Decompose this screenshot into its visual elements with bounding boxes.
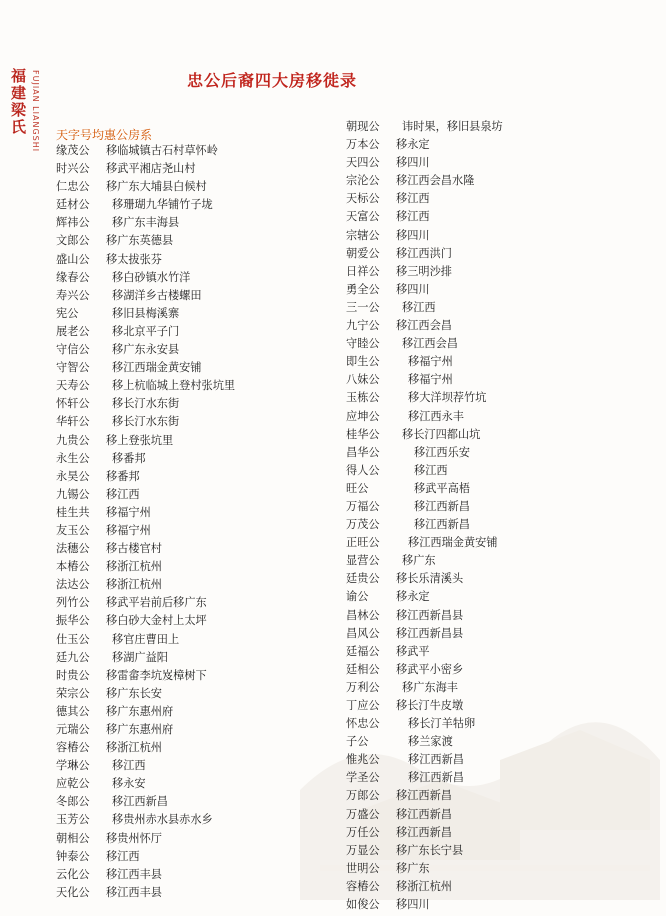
- ancestor-name: 怀忠公: [346, 717, 380, 731]
- migration-entry: [346, 607, 503, 625]
- ancestor-name: 学圣公: [346, 771, 380, 785]
- migration-destination: 移长汀四都山坑: [402, 427, 481, 441]
- migration-entry: [346, 625, 503, 643]
- migration-entry: [56, 793, 235, 811]
- migration-destination: 移浙江杭州: [106, 741, 162, 755]
- ancestor-name: 朝现公: [346, 120, 380, 133]
- ancestor-name: 友玉公: [56, 523, 90, 537]
- migration-entry: [346, 480, 503, 498]
- migration-entry: [346, 462, 503, 480]
- migration-destination: 移番邦: [112, 451, 146, 465]
- migration-entry: [346, 172, 503, 190]
- ancestor-name: 廷福公: [346, 644, 380, 658]
- ancestor-name: 三一公: [346, 300, 380, 314]
- migration-entry: [346, 570, 503, 588]
- migration-entry: [56, 323, 235, 341]
- migration-entry: [56, 413, 235, 431]
- migration-entry: [346, 281, 503, 299]
- migration-destination: 移北京平子门: [112, 324, 180, 338]
- ancestor-name: 八妹公: [346, 373, 380, 387]
- migration-entry: [346, 444, 503, 462]
- migration-destination: 移江西新昌: [414, 499, 470, 513]
- migration-destination: 移福宁州: [106, 523, 151, 537]
- migration-destination: 移广东长安: [106, 686, 162, 700]
- migration-entry: [56, 866, 235, 884]
- ancestor-name: 子公: [346, 735, 369, 749]
- ancestor-name: 宗辖公: [346, 228, 380, 242]
- ancestor-name: 荣宗公: [56, 686, 90, 700]
- migration-destination: 移四川: [396, 156, 430, 170]
- migration-entry: [56, 540, 235, 558]
- ancestor-name: 天富公: [346, 210, 380, 224]
- migration-destination: 移江西新昌: [414, 518, 470, 532]
- migration-destination: 移江西: [396, 210, 430, 224]
- migration-destination: 移四川: [396, 282, 430, 296]
- ancestor-name: 朝爱公: [346, 246, 380, 260]
- migration-destination: 移江西会昌水隆: [396, 174, 475, 188]
- migration-destination: 移江西新昌县: [396, 626, 464, 640]
- ancestor-name: 朝相公: [56, 831, 90, 845]
- migration-entry: [346, 552, 503, 570]
- migration-destination: 移广东长宁县: [396, 843, 464, 857]
- migration-destination: 移四川: [396, 228, 430, 242]
- ancestor-name: 天化公: [56, 885, 90, 899]
- ancestor-name: 廷材公: [56, 198, 90, 212]
- ancestor-name: 缘茂公: [56, 144, 90, 157]
- migration-destination: 移江西瑞金黄安铺: [112, 361, 202, 375]
- migration-destination: 移广东海丰: [402, 680, 458, 694]
- migration-destination: 移福宁州: [408, 355, 453, 369]
- migration-entry: [346, 769, 503, 787]
- migration-entry: [56, 685, 235, 703]
- migration-entry: [346, 317, 503, 335]
- migration-destination: 移永定: [396, 138, 430, 152]
- ancestor-name: 丁应公: [346, 699, 380, 712]
- migration-entry: [56, 251, 235, 269]
- right-column-list: [346, 118, 503, 914]
- ancestor-name: 守智公: [56, 361, 90, 375]
- ancestor-name: 昌林公: [346, 608, 380, 622]
- ancestor-name: 得人公: [346, 463, 380, 477]
- migration-destination: 移珊瑚九华铺竹子垅: [112, 198, 213, 212]
- ancestor-name: 万本公: [346, 138, 380, 152]
- ancestor-name: 永生公: [56, 451, 90, 465]
- migration-destination: 移江西: [414, 463, 448, 477]
- migration-entry: [56, 757, 235, 775]
- migration-destination: 移江西新昌: [396, 825, 452, 839]
- migration-destination: 讳时果，移旧县泉坊: [402, 120, 503, 133]
- ancestor-name: 九锡公: [56, 487, 90, 501]
- migration-entry: [346, 534, 503, 552]
- migration-destination: 移广东丰海县: [112, 216, 180, 230]
- ancestor-name: 桂生共: [56, 505, 90, 519]
- migration-entry: [56, 142, 235, 160]
- migration-entry: [56, 432, 235, 450]
- migration-entry: [346, 588, 503, 606]
- migration-entry: [346, 516, 503, 534]
- migration-destination: 移浙江杭州: [106, 560, 162, 574]
- migration-destination: 移湖洋乡古楼螺田: [112, 288, 202, 302]
- ancestor-name: 时兴公: [56, 162, 90, 176]
- migration-destination: 移大洋坝荐竹坑: [408, 391, 487, 405]
- migration-destination: 移白砂大金村上太坪: [106, 614, 207, 628]
- ancestor-name: 万任公: [346, 825, 380, 839]
- ancestor-name: 怀轩公: [56, 397, 90, 411]
- ancestor-name: 振华公: [56, 614, 90, 628]
- ancestor-name: 万福公: [346, 499, 380, 513]
- ancestor-name: 展老公: [56, 324, 90, 338]
- migration-destination: 移福宁州: [408, 373, 453, 387]
- ancestor-name: 应坤公: [346, 409, 380, 423]
- migration-destination: 移武平岩前后移广东: [106, 596, 207, 610]
- migration-entry: [346, 299, 503, 317]
- ancestor-name: 法穗公: [56, 542, 90, 556]
- migration-destination: 移江西洪门: [396, 246, 452, 260]
- migration-destination: 移江西新昌县: [396, 608, 464, 622]
- migration-destination: 移广东惠州府: [106, 704, 174, 718]
- migration-entry: [56, 775, 235, 793]
- ancestor-name: 辉祎公: [56, 216, 90, 230]
- migration-entry: [346, 227, 503, 245]
- ancestor-name: 如俊公: [346, 898, 380, 912]
- section-heading: 天字号均惠公房系: [56, 128, 153, 142]
- migration-destination: 移上登张坑里: [106, 433, 174, 447]
- ancestor-name: 谕公: [346, 590, 369, 604]
- migration-destination: 移广东惠州府: [106, 723, 174, 736]
- migration-destination: 移永安: [112, 777, 146, 791]
- migration-destination: 移太拔张芬: [106, 252, 162, 266]
- migration-destination: 移贵州怀厅: [106, 831, 162, 845]
- migration-destination: 移江西: [106, 487, 140, 501]
- migration-destination: 移江西瑞金黄安铺: [408, 536, 498, 550]
- migration-destination: 移江西永丰: [408, 409, 464, 423]
- ancestor-name: 万显公: [346, 843, 380, 857]
- migration-destination: 移贵州赤水县赤水乡: [112, 813, 213, 827]
- ancestor-name: 宪公: [56, 306, 79, 320]
- migration-destination: 移雷畲李坑岌樟树下: [106, 668, 207, 682]
- migration-entry: [346, 661, 503, 679]
- migration-entry: [56, 649, 235, 667]
- ancestor-name: 即生公: [346, 355, 380, 369]
- ancestor-name: 德其公: [56, 704, 90, 718]
- migration-destination: 移三明沙排: [396, 264, 452, 278]
- ancestor-name: 廷相公: [346, 662, 380, 676]
- left-column-list: [56, 142, 235, 902]
- migration-destination: 移江西会昌: [396, 319, 452, 333]
- migration-destination: 移官庄曹田上: [112, 632, 180, 646]
- migration-entry: [56, 160, 235, 178]
- migration-entry: [346, 824, 503, 842]
- migration-entry: [346, 190, 503, 208]
- migration-entry: [346, 118, 503, 136]
- migration-destination: 移江西会昌: [402, 337, 458, 351]
- ancestor-name: 仁忠公: [56, 180, 90, 194]
- migration-entry: [346, 643, 503, 661]
- migration-destination: 移江西: [396, 192, 430, 206]
- migration-entry: [56, 395, 235, 413]
- migration-destination: 移江西丰县: [106, 867, 162, 881]
- ancestor-name: 显营公: [346, 554, 380, 568]
- migration-entry: [346, 679, 503, 697]
- ancestor-name: 永昊公: [56, 469, 90, 483]
- migration-destination: 移长汀羊牯卵: [408, 717, 476, 731]
- ancestor-name: 勇全公: [346, 282, 380, 296]
- ancestor-name: 文郎公: [56, 234, 90, 248]
- ancestor-name: 九贵公: [56, 433, 90, 447]
- migration-destination: 移江西新昌: [396, 789, 452, 803]
- brand-logo-chinese: 福建梁氏: [9, 68, 27, 136]
- ancestor-name: 学琳公: [56, 759, 90, 773]
- migration-entry: [56, 721, 235, 739]
- migration-entry: [346, 136, 503, 154]
- migration-destination: 移武平高梧: [414, 481, 470, 495]
- ancestor-name: 九宁公: [346, 319, 380, 333]
- ancestor-name: 容椿公: [56, 741, 90, 755]
- ancestor-name: 时贵公: [56, 668, 90, 682]
- ancestor-name: 玉芳公: [56, 813, 90, 827]
- ancestor-name: 桂华公: [346, 427, 380, 441]
- ancestor-name: 万盛公: [346, 807, 380, 821]
- ancestor-name: 日祥公: [346, 264, 380, 278]
- ancestor-name: 华轩公: [56, 415, 90, 429]
- migration-entry: [346, 697, 503, 715]
- migration-entry: [56, 178, 235, 196]
- ancestor-name: 天标公: [346, 192, 380, 206]
- migration-entry: [346, 787, 503, 805]
- migration-entry: [346, 245, 503, 263]
- migration-destination: 移白砂镇水竹洋: [112, 270, 191, 284]
- migration-entry: [56, 486, 235, 504]
- migration-entry: [346, 896, 503, 914]
- migration-destination: 移浙江杭州: [396, 879, 452, 893]
- ancestor-name: 冬郎公: [56, 795, 90, 809]
- migration-destination: 移长汀水东街: [112, 397, 180, 411]
- migration-entry: [346, 878, 503, 896]
- migration-destination: 移上杭临城上登村张坑里: [112, 379, 236, 393]
- migration-entry: [346, 389, 503, 407]
- migration-entry: [56, 269, 235, 287]
- migration-entry: [346, 263, 503, 281]
- migration-entry: [56, 522, 235, 540]
- migration-entry: [346, 335, 503, 353]
- migration-destination: 移古楼官村: [106, 542, 162, 556]
- migration-entry: [56, 214, 235, 232]
- ancestor-name: 天寿公: [56, 379, 90, 393]
- migration-entry: [56, 848, 235, 866]
- migration-destination: 移番邦: [106, 469, 140, 483]
- ancestor-name: 钟泰公: [56, 849, 90, 863]
- ancestor-name: 万利公: [346, 680, 380, 694]
- ancestor-name: 廷贵公: [346, 572, 380, 586]
- migration-entry: [56, 667, 235, 685]
- ancestor-name: 本椿公: [56, 560, 90, 574]
- ancestor-name: 寿兴公: [56, 288, 90, 302]
- migration-entry: [56, 612, 235, 630]
- migration-entry: [346, 751, 503, 769]
- ancestor-name: 列竹公: [56, 596, 90, 610]
- ancestor-name: 万茂公: [346, 518, 380, 532]
- ancestor-name: 惟兆公: [346, 753, 380, 767]
- brand-logo-english: FUJIAN LIANGSHI: [31, 70, 40, 153]
- ancestor-name: 容椿公: [346, 879, 380, 893]
- migration-entry: [56, 232, 235, 250]
- migration-entry: [56, 631, 235, 649]
- migration-destination: 移江西新昌: [396, 807, 452, 821]
- migration-entry: [56, 884, 235, 902]
- migration-entry: [56, 830, 235, 848]
- migration-destination: 移广东永安县: [112, 343, 180, 357]
- migration-entry: [346, 208, 503, 226]
- migration-destination: 移广东: [402, 554, 436, 568]
- migration-entry: [56, 196, 235, 214]
- migration-entry: [346, 426, 503, 444]
- migration-entry: [56, 341, 235, 359]
- migration-destination: 移武平小密乡: [396, 662, 464, 676]
- migration-entry: [56, 359, 235, 377]
- ancestor-name: 廷九公: [56, 650, 90, 664]
- ancestor-name: 旺公: [346, 481, 369, 495]
- migration-destination: 移临城镇古石村草怀岭: [106, 144, 218, 157]
- migration-destination: 移江西丰县: [106, 885, 162, 899]
- page-title: 忠公后裔四大房移徙录: [187, 71, 358, 90]
- migration-entry: [56, 739, 235, 757]
- ancestor-name: 云化公: [56, 867, 90, 881]
- ancestor-name: 仕玉公: [56, 632, 90, 646]
- ancestor-name: 缘春公: [56, 270, 90, 284]
- migration-entry: [346, 353, 503, 371]
- migration-entry: [56, 305, 235, 323]
- migration-destination: 移兰家渡: [408, 735, 453, 749]
- migration-destination: 移广东: [396, 861, 430, 875]
- migration-destination: 移江西: [112, 759, 146, 773]
- migration-destination: 移江西: [402, 300, 436, 314]
- migration-destination: 移长汀水东街: [112, 415, 180, 429]
- migration-entry: [56, 558, 235, 576]
- migration-entry: [56, 504, 235, 522]
- migration-entry: [346, 498, 503, 516]
- migration-destination: 移长汀牛皮墩: [396, 699, 464, 712]
- migration-destination: 移江西新昌: [408, 771, 464, 785]
- migration-entry: [56, 594, 235, 612]
- ancestor-name: 万郎公: [346, 789, 380, 803]
- migration-destination: 移浙江杭州: [106, 578, 162, 592]
- ancestor-name: 盛山公: [56, 252, 90, 266]
- migration-destination: 移永定: [396, 590, 430, 604]
- ancestor-name: 正旺公: [346, 536, 380, 550]
- migration-destination: 移武平湘店尧山村: [106, 162, 196, 176]
- migration-entry: [346, 154, 503, 172]
- migration-destination: 移江西: [106, 849, 140, 863]
- migration-entry: [56, 576, 235, 594]
- migration-entry: [56, 703, 235, 721]
- ancestor-name: 昌华公: [346, 445, 380, 459]
- migration-destination: 移江西新昌: [408, 753, 464, 767]
- migration-destination: 移江西新昌: [112, 795, 168, 809]
- ancestor-name: 守信公: [56, 343, 90, 357]
- migration-entry: [346, 860, 503, 878]
- migration-entry: [346, 842, 503, 860]
- migration-destination: 移长乐清溪头: [396, 572, 464, 586]
- ancestor-name: 昌风公: [346, 626, 380, 640]
- migration-destination: 移广东大埔县白候村: [106, 180, 207, 194]
- ancestor-name: 宗沦公: [346, 174, 380, 188]
- migration-entry: [56, 377, 235, 395]
- migration-entry: [56, 468, 235, 486]
- migration-entry: [346, 806, 503, 824]
- ancestor-name: 应乾公: [56, 777, 90, 791]
- migration-destination: 移武平: [396, 644, 430, 658]
- migration-entry: [346, 371, 503, 389]
- ancestor-name: 玉栋公: [346, 391, 380, 405]
- migration-destination: 移湖广益阳: [112, 650, 168, 664]
- migration-destination: 移四川: [396, 898, 430, 912]
- migration-entry: [346, 733, 503, 751]
- ancestor-name: 世明公: [346, 861, 380, 875]
- migration-entry: [56, 287, 235, 305]
- migration-entry: [346, 715, 503, 733]
- ancestor-name: 守睦公: [346, 337, 380, 351]
- migration-destination: 移旧县梅溪寨: [112, 306, 180, 320]
- migration-destination: 移福宁州: [106, 505, 151, 519]
- migration-destination: 移广东英德县: [106, 234, 174, 248]
- migration-destination: 移江西乐安: [414, 445, 470, 459]
- migration-entry: [346, 408, 503, 426]
- ancestor-name: 法达公: [56, 578, 90, 592]
- ancestor-name: 元瑞公: [56, 723, 90, 736]
- ancestor-name: 天四公: [346, 156, 380, 170]
- migration-entry: [56, 450, 235, 468]
- migration-entry: [56, 811, 235, 829]
